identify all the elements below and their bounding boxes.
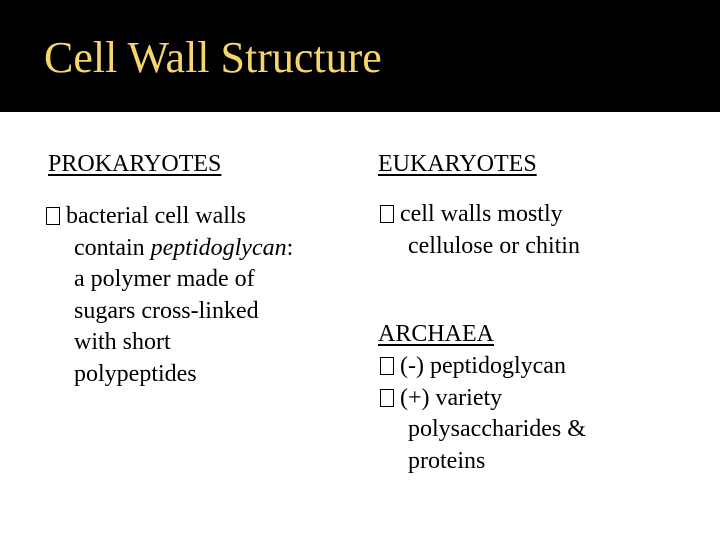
archaea-bullet-2-line-1: (+) variety — [400, 384, 503, 411]
prokaryotes-bullet-line-1: bacterial cell walls — [66, 203, 246, 229]
archaea-bullet-2 — [380, 383, 700, 415]
archaea-bullet-1 — [380, 351, 700, 383]
square-bullet-icon — [380, 205, 394, 223]
slide-title: Cell Wall Structure — [44, 33, 382, 82]
prokaryotes-heading: PROKARYOTES — [48, 151, 222, 177]
prokaryotes-bullet-line-2-prefix: contain — [74, 234, 151, 261]
archaea-bullet-2-line-3: proteins — [408, 447, 486, 474]
eukaryotes-bullet — [380, 199, 700, 262]
prokaryotes-bullet-line-4: sugars cross-linked — [74, 297, 259, 324]
archaea-bullet-1-text: (-) peptidoglycan — [400, 353, 566, 379]
title-bar — [0, 0, 720, 112]
prokaryotes-bullet-line-2-suffix: : — [286, 234, 294, 261]
archaea-bullets — [380, 351, 700, 477]
eukaryotes-bullet-line-2: cellulose or chitin — [408, 232, 580, 259]
archaea-bullet-2-line-2: polysaccharides & — [408, 416, 586, 442]
prokaryotes-bullet-line-5: with short — [74, 329, 171, 355]
prokaryotes-bullet-line-6: polypeptides — [74, 360, 197, 387]
square-bullet-icon — [380, 389, 394, 407]
square-bullet-icon — [46, 207, 60, 225]
prokaryotes-bullet-line-3: a polymer made of — [74, 266, 255, 292]
peptidoglycan-term: peptidoglycan — [150, 234, 287, 261]
eukaryotes-heading: EUKARYOTES — [378, 151, 537, 177]
eukaryotes-bullet-line-1: cell walls mostly — [400, 201, 563, 227]
archaea-heading: ARCHAEA — [378, 321, 495, 347]
prokaryotes-bullet — [46, 201, 346, 390]
square-bullet-icon — [380, 357, 394, 375]
